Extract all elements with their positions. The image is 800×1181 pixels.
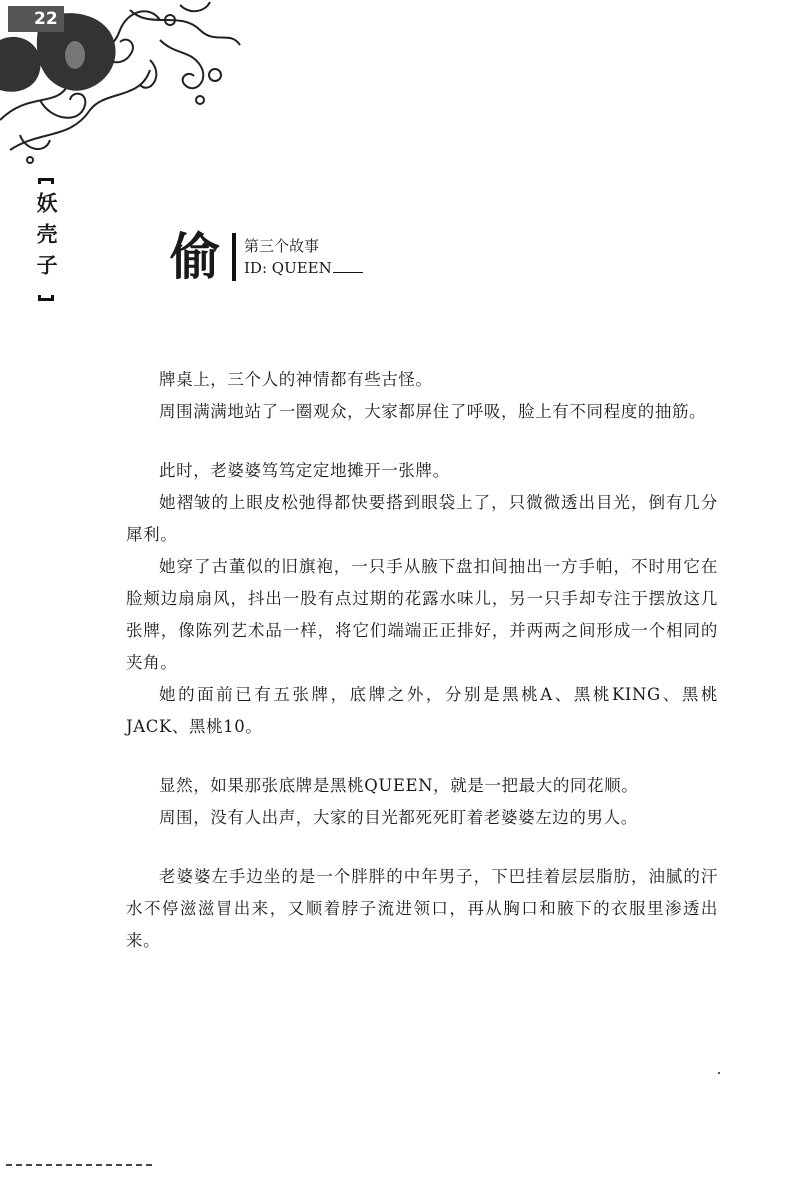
paragraph: 周围满满地站了一圈观众，大家都屏住了呼吸，脸上有不同程度的抽筋。	[159, 402, 707, 421]
paragraph: 她的面前已有五张牌，底牌之外，分别是黑桃A、黑桃KING、黑桃JACK、黑桃10。	[126, 685, 718, 736]
book-title-text: 妖壳子	[34, 192, 59, 285]
bracket-bottom-icon	[38, 295, 54, 301]
chapter-subtitle: 第三个故事	[244, 237, 320, 255]
paragraph-gap	[126, 428, 718, 455]
heading-divider	[232, 233, 236, 281]
page-number: 22	[8, 6, 64, 32]
paragraph: 她褶皱的上眼皮松弛得都快要搭到眼袋上了，只微微透出目光，倒有几分犀利。	[126, 493, 718, 544]
chapter-id-text: ID: QUEEN	[244, 259, 332, 277]
paragraph: 她穿了古董似的旧旗袍，一只手从腋下盘扣间抽出一方手帕，不时用它在脸颊边扇扇风，抖出一股有点过期的花露水味儿，另一只手却专注于摆放这几张牌，像陈列艺术品一样，将它们端端正正排好，并两两之间形成一个相同的夹角。	[126, 557, 718, 672]
scan-dot	[718, 1072, 720, 1074]
paragraph: 此时，老婆婆笃笃定定地摊开一张牌。	[159, 461, 450, 480]
footer-rule	[6, 1164, 152, 1166]
id-blank-underline	[333, 260, 363, 273]
book-title-vertical	[33, 178, 59, 301]
paragraph: 周围，没有人出声，大家的目光都死死盯着老婆婆左边的男人。	[159, 808, 638, 827]
bracket-top-icon	[38, 178, 54, 184]
paragraph: 牌桌上，三个人的神情都有些古怪。	[159, 370, 433, 389]
paragraph: 显然，如果那张底牌是黑桃QUEEN，就是一把最大的同花顺。	[159, 776, 639, 795]
chapter-heading-lines	[244, 235, 363, 279]
paragraph-gap	[126, 834, 718, 861]
paragraph: 老婆婆左手边坐的是一个胖胖的中年男子，下巴挂着层层脂肪，油腻的汗水不停滋滋冒出来，又顺着脖子流进领口，再从胸口和腋下的衣服里渗透出来。	[126, 867, 718, 950]
chapter-heading	[170, 228, 363, 286]
chapter-id-line	[244, 257, 363, 279]
chapter-big-char: 偷	[170, 227, 220, 286]
body-text	[126, 364, 718, 957]
paragraph-gap	[126, 743, 718, 770]
